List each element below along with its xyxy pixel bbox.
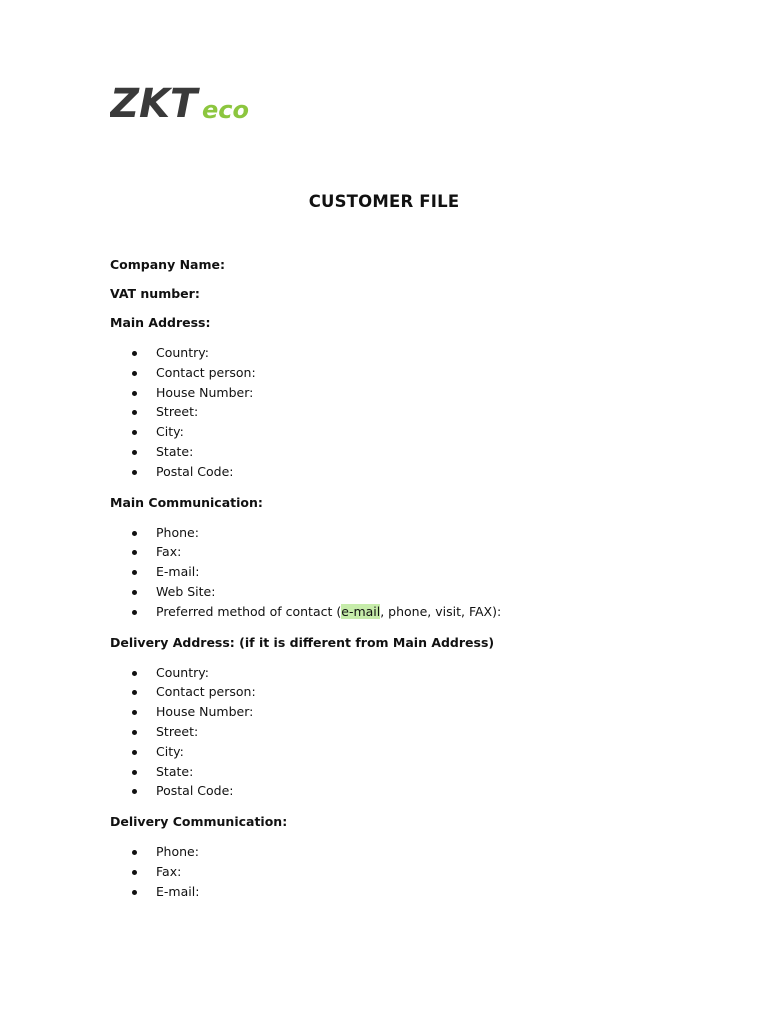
list-item: Postal Code: [110, 781, 710, 801]
list-item: Phone: [110, 842, 710, 862]
bullet-icon [132, 590, 137, 595]
main-communication-heading: Main Communication: [110, 494, 263, 510]
company-name-label: Company Name: [110, 257, 225, 272]
list-item: E-mail: [110, 562, 710, 582]
list-item: Web Site: [110, 582, 710, 602]
delivery-communication-list [110, 842, 710, 901]
list-item: E-mail: [110, 882, 710, 902]
bullet-icon [132, 890, 137, 895]
list-item: State: [110, 442, 710, 462]
bullet-icon [132, 430, 137, 435]
preferred-contact-item: Preferred method of contact (e-mail, phone, visit, FAX): [110, 602, 710, 622]
list-item: Contact person: [110, 363, 710, 383]
list-item: State: [110, 762, 710, 782]
bullet-icon [132, 470, 137, 475]
bullet-icon [132, 750, 137, 755]
list-item: City: [110, 422, 710, 442]
delivery-address-list [110, 663, 710, 802]
list-item: Country: [110, 343, 710, 363]
bullet-icon [132, 351, 137, 356]
bullet-icon [132, 570, 137, 575]
bullet-icon [132, 870, 137, 875]
list-item: Fax: [110, 542, 710, 562]
bullet-icon [132, 410, 137, 415]
customer-form [110, 256, 710, 914]
bullet-icon [132, 789, 137, 794]
bullet-icon [132, 531, 137, 536]
list-item: Postal Code: [110, 462, 710, 482]
main-communication-list [110, 523, 710, 622]
page-title: CUSTOMER FILE [308, 192, 460, 211]
list-item: Phone: [110, 523, 710, 543]
bullet-icon [132, 671, 137, 676]
bullet-icon [132, 550, 137, 555]
list-item: Country: [110, 663, 710, 683]
bullet-icon [132, 690, 137, 695]
zkteco-logo-graphic [110, 84, 260, 122]
bullet-icon [132, 391, 137, 396]
main-address-list [110, 343, 710, 482]
list-item: City: [110, 742, 710, 762]
bullet-icon [132, 450, 137, 455]
list-item: House Number: [110, 383, 710, 403]
logo-text-accent: eco [202, 96, 249, 122]
bullet-icon [132, 730, 137, 735]
list-item: Contact person: [110, 682, 710, 702]
bullet-icon [132, 371, 137, 376]
delivery-communication-heading: Delivery Communication: [110, 814, 288, 830]
bullet-icon [132, 770, 137, 775]
delivery-address-heading: Delivery Address: (if it is different from Main Address) [110, 634, 495, 650]
bullet-icon [132, 850, 137, 855]
bullet-icon [132, 710, 137, 715]
list-item: Fax: [110, 862, 710, 882]
vat-number-label: VAT number: [110, 286, 200, 301]
zkteco-logo [110, 84, 260, 122]
list-item: Street: [110, 722, 710, 742]
list-item: House Number: [110, 702, 710, 722]
main-address-heading: Main Address: [110, 315, 211, 330]
bullet-icon [132, 610, 137, 615]
highlighted-email: e-mail [341, 603, 381, 619]
logo-text-main: ZKT [110, 84, 198, 122]
list-item: Street: [110, 402, 710, 422]
